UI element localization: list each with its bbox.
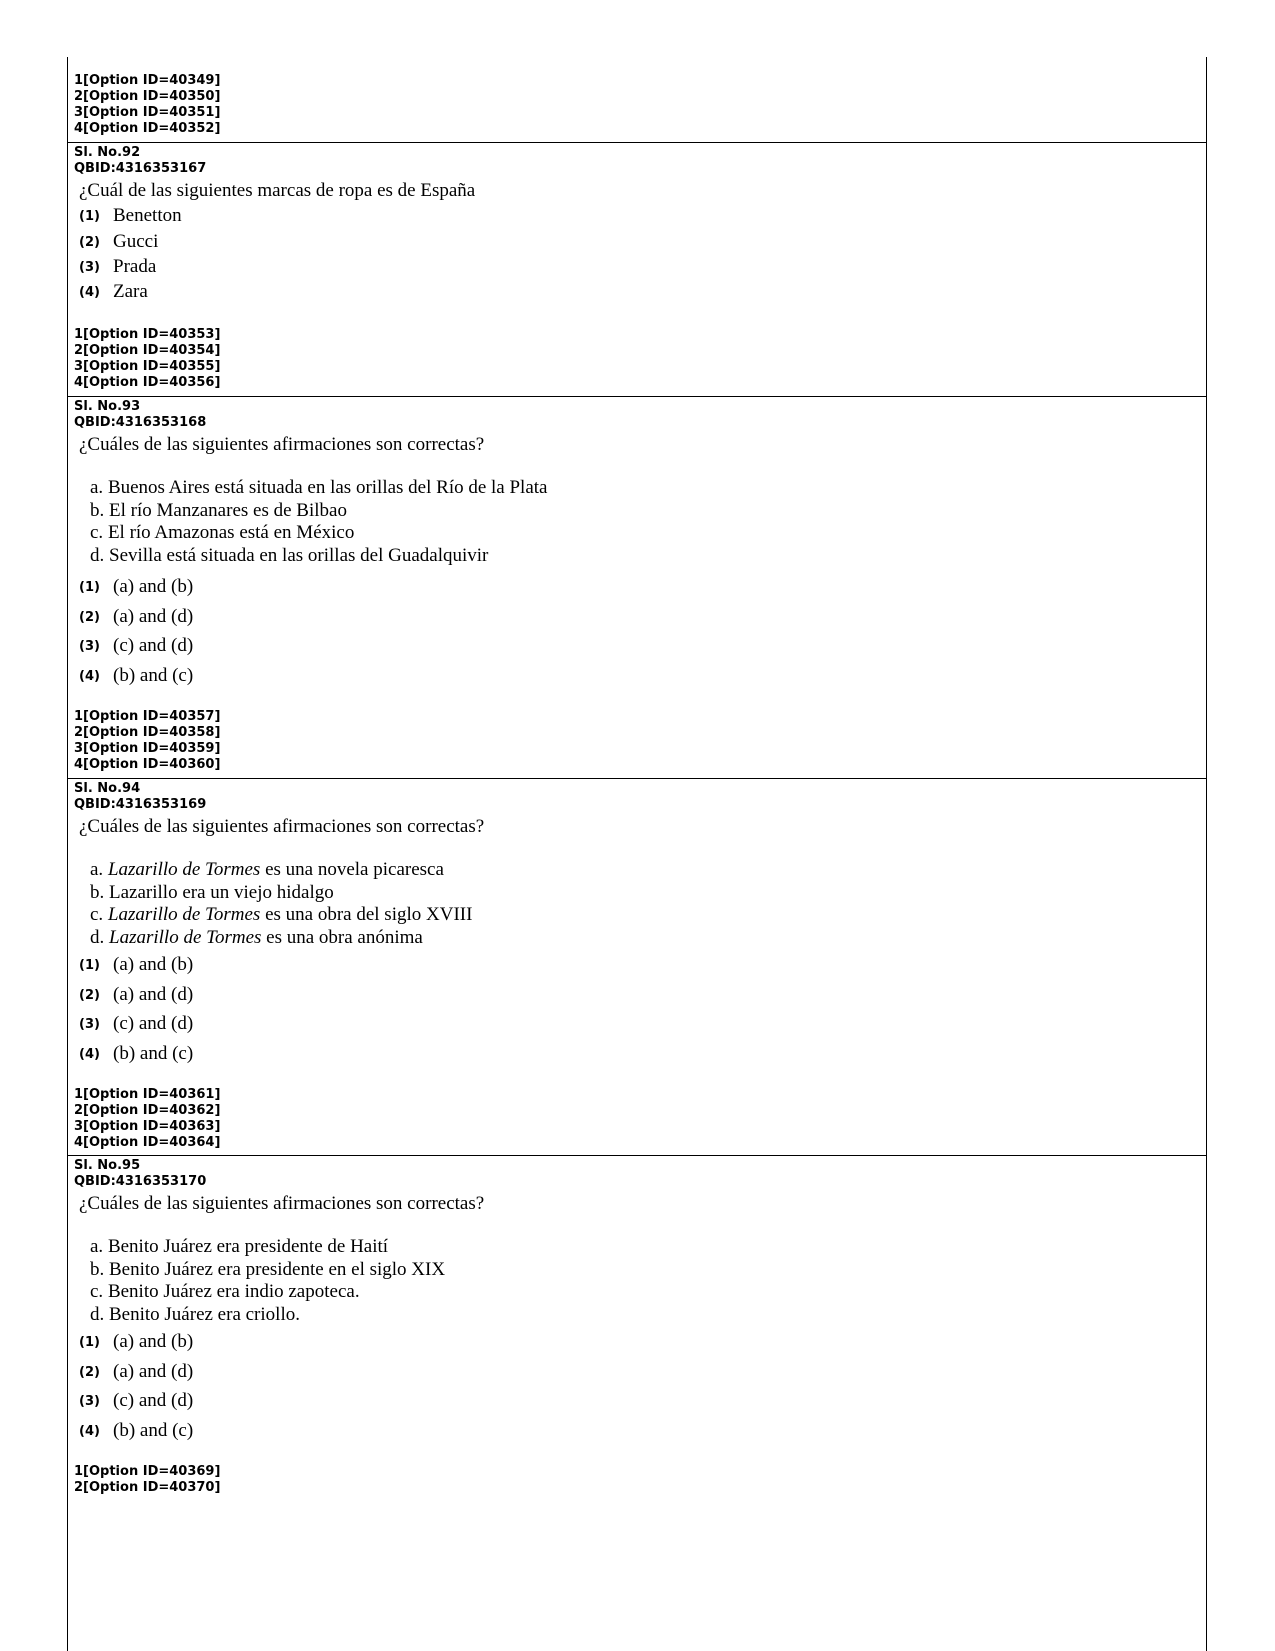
option-id: 2[Option ID=40370]	[74, 1480, 221, 1495]
option-3	[79, 635, 193, 657]
option-id: 1[Option ID=40353]	[74, 327, 221, 342]
serial-number: Sl. No.93	[74, 399, 141, 414]
option-number: (2)	[79, 987, 100, 1003]
option-4	[79, 1043, 193, 1065]
statement: b. El río Manzanares es de Bilbao	[90, 499, 347, 521]
statement: d. Benito Juárez era criollo.	[90, 1303, 300, 1325]
option-text: (b) and (c)	[113, 665, 194, 686]
option-3	[79, 1013, 193, 1035]
option-text: (a) and (d)	[113, 984, 194, 1005]
question-table	[67, 57, 1207, 1651]
question-92	[68, 145, 1206, 390]
question-text: ¿Cuáles de las siguientes afirmaciones son correctas?	[79, 816, 485, 837]
question-95	[68, 1158, 1206, 1495]
option-id: 3[Option ID=40363]	[74, 1119, 221, 1134]
row-divider	[68, 142, 1206, 143]
serial-number: Sl. No.94	[74, 781, 141, 796]
option-text: (b) and (c)	[113, 1420, 194, 1441]
option-id: 1[Option ID=40361]	[74, 1087, 221, 1102]
option-4	[79, 281, 148, 303]
option-ids	[68, 327, 220, 391]
statement: a. Lazarillo de Tormes es una novela picaresca	[90, 859, 444, 880]
option-1	[79, 1331, 193, 1353]
qbid: QBID:4316353169	[74, 797, 207, 812]
question-94	[68, 781, 1206, 1150]
option-number: (4)	[79, 1423, 100, 1439]
option-id: 3[Option ID=40351]	[74, 105, 221, 120]
option-text: (a) and (b)	[113, 1331, 194, 1352]
question-text: ¿Cuál de las siguientes marcas de ropa es de España	[79, 180, 476, 201]
statement-list	[68, 859, 1206, 949]
option-number: (1)	[79, 1334, 100, 1350]
option-text: (b) and (c)	[113, 1043, 194, 1064]
qbid: QBID:4316353168	[74, 415, 207, 430]
statement: b. Lazarillo era un viejo hidalgo	[90, 881, 334, 903]
option-text: (a) and (d)	[113, 606, 194, 627]
option-2	[79, 984, 193, 1006]
option-id: 4[Option ID=40356]	[74, 375, 221, 390]
option-text: (a) and (b)	[113, 954, 194, 975]
option-id: 1[Option ID=40349]	[74, 73, 221, 88]
option-3	[79, 256, 156, 278]
option-id: 4[Option ID=40364]	[74, 1135, 221, 1150]
option-number: (2)	[79, 234, 100, 250]
option-number: (1)	[79, 208, 100, 224]
option-id: 1[Option ID=40369]	[74, 1464, 221, 1479]
option-id: 2[Option ID=40350]	[74, 89, 221, 104]
option-4	[79, 665, 193, 687]
option-1	[79, 954, 193, 976]
option-text: Benetton	[113, 205, 182, 226]
option-text: (a) and (b)	[113, 576, 194, 597]
option-ids	[68, 1087, 220, 1151]
statement: b. Benito Juárez era presidente en el siglo XIX	[90, 1258, 446, 1280]
option-id: 2[Option ID=40362]	[74, 1103, 221, 1118]
option-text: (a) and (d)	[113, 1361, 194, 1382]
serial-number: Sl. No.95	[74, 1158, 141, 1173]
statement-list	[68, 477, 1206, 567]
option-number: (3)	[79, 638, 100, 654]
option-id: 3[Option ID=40355]	[74, 359, 221, 374]
option-number: (3)	[79, 1016, 100, 1032]
qbid: QBID:4316353170	[74, 1174, 207, 1189]
option-number: (3)	[79, 1393, 100, 1409]
option-id: 1[Option ID=40357]	[74, 709, 221, 724]
option-text: Prada	[113, 256, 157, 277]
statement: a. Buenos Aires está situada en las orillas del Río de la Plata	[90, 477, 548, 498]
option-number: (4)	[79, 668, 100, 684]
option-id: 4[Option ID=40352]	[74, 121, 221, 136]
option-4	[79, 1420, 193, 1442]
option-text: (c) and (d)	[113, 1013, 194, 1034]
option-number: (2)	[79, 1364, 100, 1380]
statement: c. Lazarillo de Tormes es una obra del siglo XVIII	[90, 904, 473, 925]
statement: a. Benito Juárez era presidente de Haití	[90, 1236, 389, 1257]
option-2	[79, 231, 158, 253]
option-1	[79, 576, 193, 598]
row-divider	[68, 1155, 1206, 1156]
option-text: Zara	[113, 281, 148, 302]
qbid: QBID:4316353167	[74, 161, 207, 176]
option-number: (2)	[79, 609, 100, 625]
option-text: Gucci	[113, 231, 159, 252]
option-2	[79, 1361, 193, 1383]
option-number: (1)	[79, 957, 100, 973]
option-id: 2[Option ID=40358]	[74, 725, 221, 740]
question-text: ¿Cuáles de las siguientes afirmaciones son correctas?	[79, 1193, 485, 1214]
statement: c. El río Amazonas está en México	[90, 522, 355, 543]
option-id: 2[Option ID=40354]	[74, 343, 221, 358]
option-1	[79, 205, 182, 227]
statement: d. Sevilla está situada en las orillas del Guadalquivir	[90, 544, 489, 566]
option-number: (1)	[79, 579, 100, 595]
statement: c. Benito Juárez era indio zapoteca.	[90, 1281, 360, 1302]
option-id: 4[Option ID=40360]	[74, 757, 221, 772]
option-text: (c) and (d)	[113, 635, 194, 656]
question-93	[68, 399, 1206, 772]
statement-list	[68, 1236, 1206, 1326]
option-number: (3)	[79, 259, 100, 275]
option-text: (c) and (d)	[113, 1390, 194, 1411]
option-id: 3[Option ID=40359]	[74, 741, 221, 756]
row-divider	[68, 778, 1206, 779]
option-3	[79, 1390, 193, 1412]
option-ids	[68, 1464, 220, 1496]
option-number: (4)	[79, 284, 100, 300]
option-number: (4)	[79, 1046, 100, 1062]
serial-number: Sl. No.92	[74, 145, 141, 160]
prev-option-ids	[68, 73, 1206, 137]
row-divider	[68, 396, 1206, 397]
statement: d. Lazarillo de Tormes es una obra anónima	[90, 926, 423, 948]
question-text: ¿Cuáles de las siguientes afirmaciones son correctas?	[79, 434, 485, 455]
option-ids	[68, 709, 220, 773]
option-2	[79, 606, 193, 628]
